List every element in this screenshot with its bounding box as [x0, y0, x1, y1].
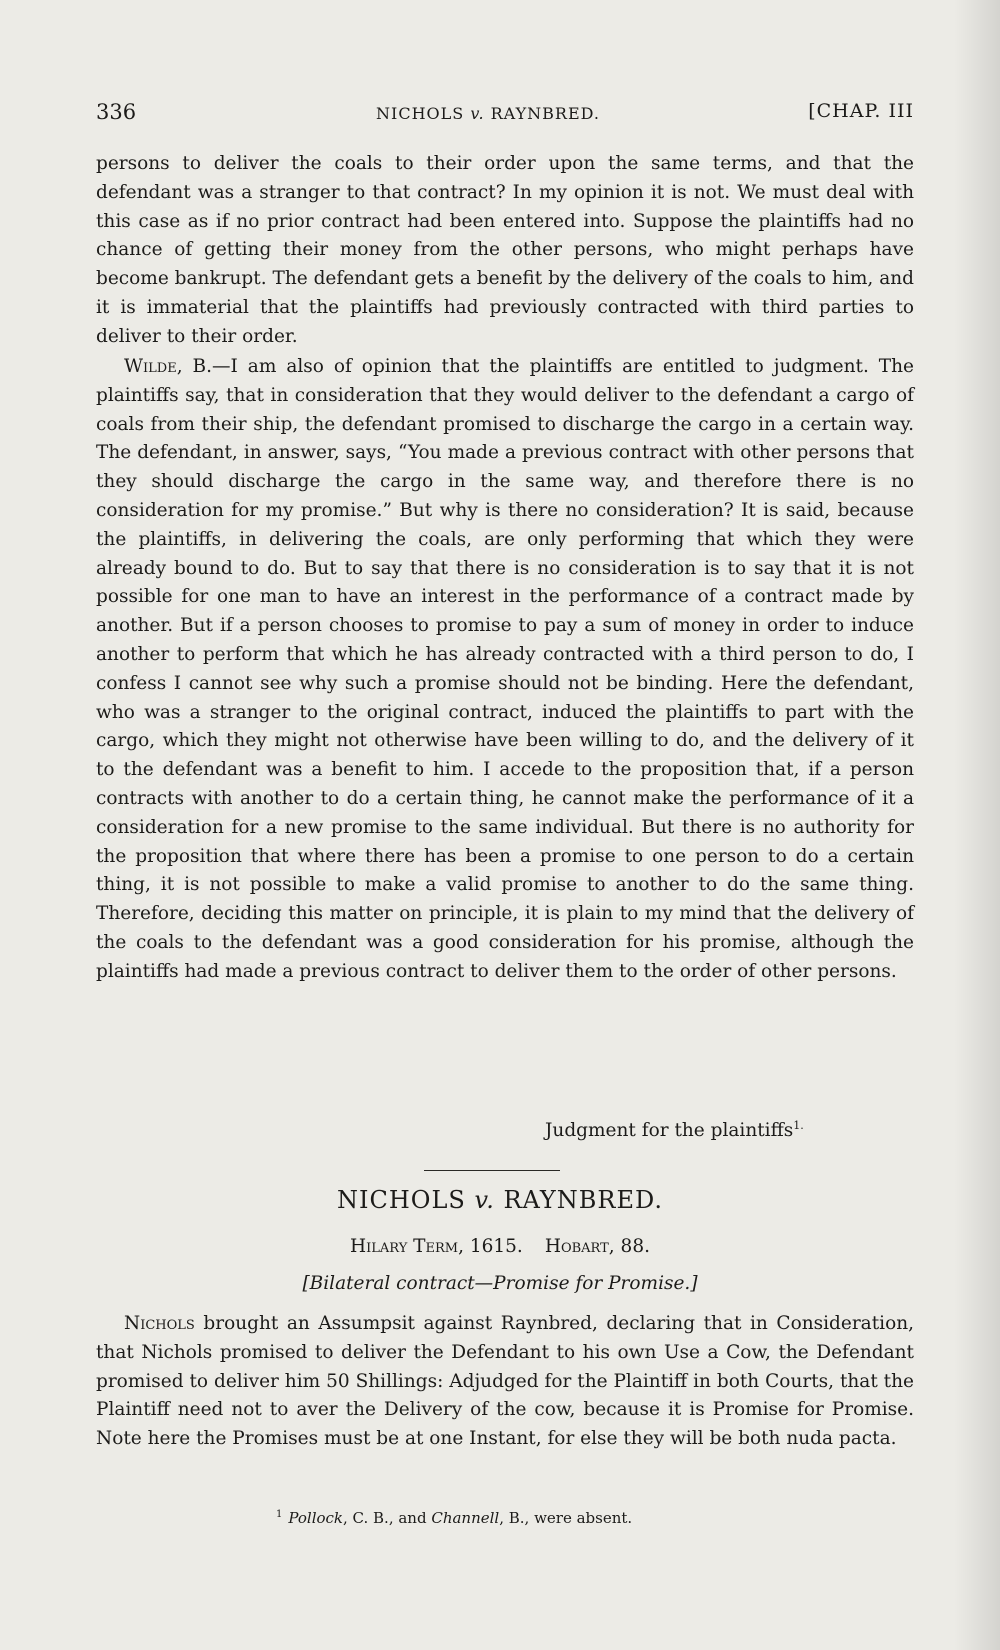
page-header	[96, 100, 914, 140]
paragraph-nichols: Nichols brought an Assumpsit against Raynbred, declaring that in Consideration, that Nichols promised to deliver the Defendant to his own Use a Cow, the Defendant promised to deliver him 50 Shillings: Adjudged for the Plaintiff in both Courts, that the Plaintiff need not to aver the Delivery of the cow, because it is Promise for Promise. Note here the Promises must be at one Instant, for else they will be both nuda pacta.	[96, 1313, 914, 1450]
case-citation: Hilary Term, 1615. Hobart, 88.	[350, 1236, 650, 1257]
section-divider	[424, 1170, 560, 1171]
judge-name: Wilde	[124, 356, 177, 377]
running-head: NICHOLS v. RAYNBRED.	[376, 104, 600, 123]
judgment-line: Judgment for the plaintiffs$^{1.}$	[545, 1119, 804, 1142]
case-subject: [Bilateral contract—Promise for Promise.]	[302, 1273, 698, 1294]
paragraph-continued: persons to deliver the coals to their order upon the same terms, and that the defendant was a stranger to that contract? In my opinion it is not. We must deal with this case as if no prior contract had been entered into. Suppose the plaintiffs had no chance of getting their money from the other persons, who might perhaps have become bankrupt. The defendant gets a benefit by the delivery of the coals to him, and it is immaterial that the plaintiffs had previously contracted with third parties to deliver to their order.	[96, 153, 914, 347]
paragraph-wilde: Wilde, B.—I am also of opinion that the plaintiffs are entitled to judgment. The plaintiffs say, that in consideration that they would deliver to the defendant a cargo of coals from their ship, the defendant promised to discharge the cargo in a certain way. The defendant, in answer, says, “You made a previous contract with other persons that they should discharge the cargo in the same way, and therefore there is no consideration for my promise.” But why is there no consideration? It is said, because the plaintiffs, in delivering the coals, are only performing that which they were already bound to do. But to say that there is no consideration is to say that it is not possible for one man to have an interest in the performance of a contract made by another. But if a person chooses to promise to pay a sum of money in order to induce another to perform that which he has already contracted with a third person to do, I confess I cannot see why such a promise should not be binding. Here the defendant, who was a stranger to the original contract, induced the plaintiffs to part with the cargo, which they might not otherwise have been willing to do, and the delivery of it to the defendant was a benefit to him. I accede to the proposition that, if a person contracts with another to do a certain thing, he cannot make the performance of it a consideration for a new promise to the same individual. But there is no authority for the proposition that where there has been a promise to one person to do a certain thing, it is not possible to make a valid promise to another to do the same thing. Therefore, deciding this matter on principle, it is plain to my mind that the delivery of the coals to the defendant was a good consideration for his promise, although the plaintiffs had made a previous contract to deliver them to the order of other persons.	[96, 356, 914, 982]
case-title: NICHOLS v. RAYNBRED.	[337, 1186, 663, 1214]
party-name: Nichols	[124, 1313, 195, 1334]
chapter-label: [CHAP. III	[808, 100, 914, 122]
page-number: 336	[96, 100, 137, 124]
footnote: $^1$ Pollock, C. B., and Channell, B., were absent.	[276, 1509, 633, 1527]
page-edge-shadow	[954, 0, 1000, 1650]
footnote-ref: 1.	[793, 1119, 804, 1132]
